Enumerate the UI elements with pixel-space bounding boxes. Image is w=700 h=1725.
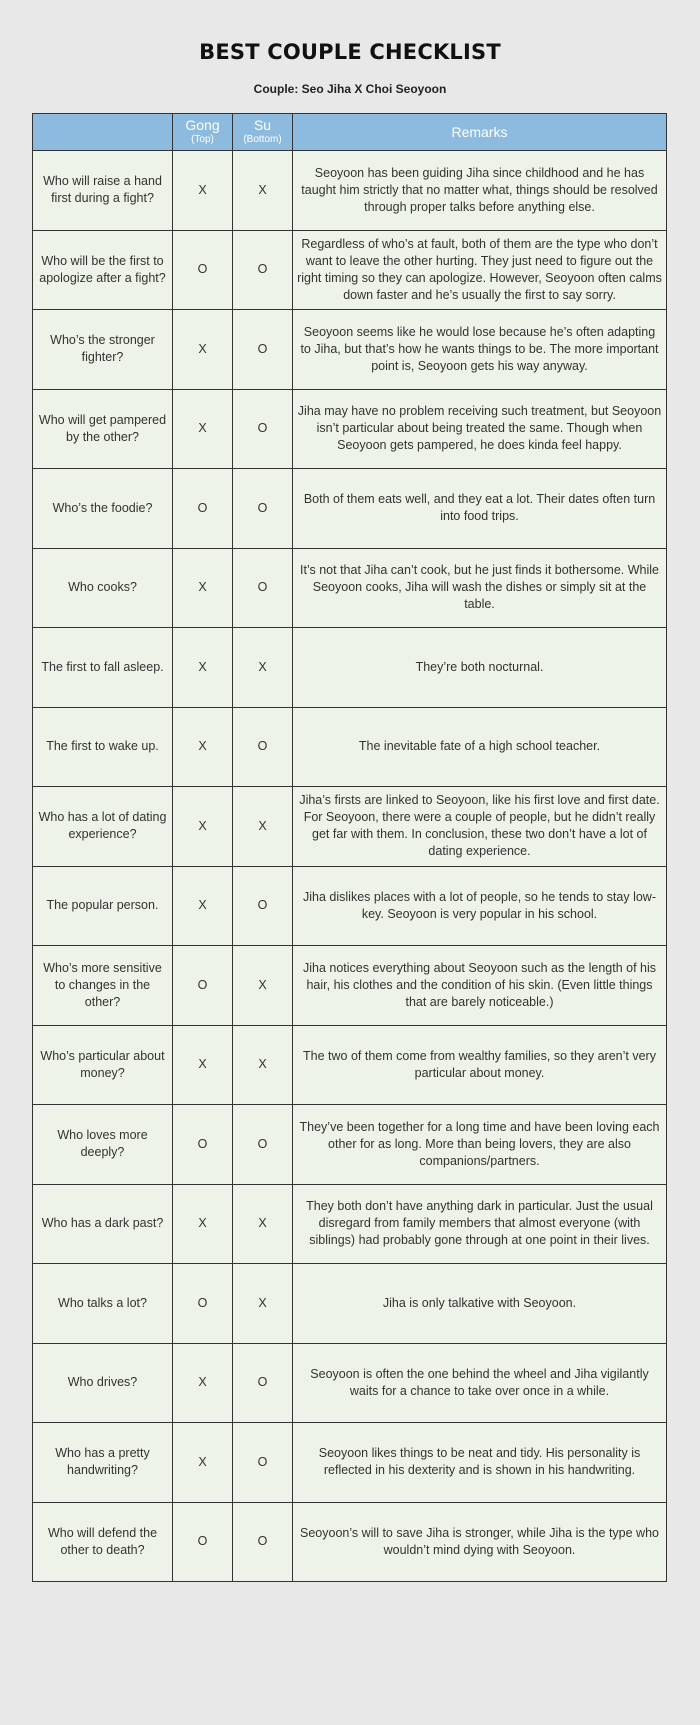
question-cell: Who will be the first to apologize after a fight? [33, 230, 173, 310]
remark-cell: They’re both nocturnal. [293, 628, 667, 708]
couple-subtitle: Couple: Seo Jiha X Choi Seoyoon [253, 82, 447, 96]
gong-mark: O [173, 1502, 233, 1582]
table-row [33, 469, 667, 549]
header-su-sub: (Bottom) [243, 134, 282, 145]
question-cell: Who has a pretty handwriting? [33, 1423, 173, 1503]
remark-cell: Jiha notices everything about Seoyoon such as the length of his hair, his clothes and the condition of his skin. (Even little things that are barely noticeable.) [293, 946, 667, 1026]
su-mark: O [233, 707, 293, 787]
gong-mark: X [173, 707, 233, 787]
question-cell: Who’s particular about money? [33, 1025, 173, 1105]
question-cell: Who will get pampered by the other? [33, 389, 173, 469]
table-row [33, 1502, 667, 1582]
question-cell: Who talks a lot? [33, 1264, 173, 1344]
table-row [33, 946, 667, 1026]
gong-mark: X [173, 866, 233, 946]
gong-mark: X [173, 1184, 233, 1264]
table-row [33, 787, 667, 867]
question-cell: Who will defend the other to death? [33, 1502, 173, 1582]
table-row [33, 1423, 667, 1503]
su-mark: O [233, 1502, 293, 1582]
remark-cell: Both of them eats well, and they eat a lot. Their dates often turn into food trips. [293, 469, 667, 549]
su-mark: X [233, 1264, 293, 1344]
question-cell: The first to fall asleep. [33, 628, 173, 708]
gong-mark: O [173, 1105, 233, 1185]
table-row [33, 389, 667, 469]
remark-cell: Seoyoon is often the one behind the wheel and Jiha vigilantly waits for a chance to take over once in a while. [293, 1343, 667, 1423]
gong-mark: O [173, 946, 233, 1026]
gong-mark: X [173, 628, 233, 708]
gong-mark: O [173, 1264, 233, 1344]
remark-cell: Jiha is only talkative with Seoyoon. [293, 1264, 667, 1344]
gong-mark: X [173, 1025, 233, 1105]
table-row [33, 1343, 667, 1423]
table-row [33, 1105, 667, 1185]
question-cell: Who’s the stronger fighter? [33, 310, 173, 390]
remark-cell: Seoyoon has been guiding Jiha since childhood and he has taught him strictly that no matter what, things should be resolved through proper talks before anything else. [293, 151, 667, 231]
su-mark: X [233, 1025, 293, 1105]
su-mark: O [233, 469, 293, 549]
su-mark: O [233, 1343, 293, 1423]
header-row [33, 114, 667, 151]
su-mark: X [233, 151, 293, 231]
remark-cell: Seoyoon seems like he would lose because he’s often adapting to Jiha, but that’s how he wants things to be. The more important point is, Seoyoon gets his way anyway. [293, 310, 667, 390]
remark-cell: It’s not that Jiha can’t cook, but he just finds it bothersome. While Seoyoon cooks, Jiha will wash the dishes or simply sit at the table. [293, 548, 667, 628]
remark-cell: They both don’t have anything dark in particular. Just the usual disregard from family members that almost everyone (with siblings) had probably gone through at one point in their lives. [293, 1184, 667, 1264]
table-row [33, 866, 667, 946]
remark-cell: The inevitable fate of a high school teacher. [293, 707, 667, 787]
table-row [33, 1184, 667, 1264]
su-mark: X [233, 946, 293, 1026]
table-body [33, 151, 667, 1582]
su-mark: O [233, 548, 293, 628]
header-remarks [293, 114, 667, 151]
remark-cell: They’ve been together for a long time and have been loving each other for as long. More than being lovers, they are also companions/partners. [293, 1105, 667, 1185]
remark-cell: Jiha’s firsts are linked to Seoyoon, like his first love and first date. For Seoyoon, there were a couple of people, but he didn’t really get far with them. In conclusion, these two don’t have a lot of dating experience. [293, 787, 667, 867]
remark-cell: Jiha may have no problem receiving such treatment, but Seoyoon isn’t particular about being treated the same. Though when Seoyoon gets pampered, he does kinda feel happy. [293, 389, 667, 469]
question-cell: Who has a lot of dating experience? [33, 787, 173, 867]
gong-mark: X [173, 389, 233, 469]
table-row [33, 151, 667, 231]
question-cell: Who will raise a hand first during a fight? [33, 151, 173, 231]
remark-cell: The two of them come from wealthy families, so they aren’t very particular about money. [293, 1025, 667, 1105]
question-cell: Who cooks? [33, 548, 173, 628]
header-gong [173, 114, 233, 151]
su-mark: X [233, 1184, 293, 1264]
question-cell: Who’s the foodie? [33, 469, 173, 549]
question-cell: Who’s more sensitive to changes in the other? [33, 946, 173, 1026]
table-row [33, 548, 667, 628]
checklist-table [32, 113, 667, 1582]
header-gong-label: Gong [185, 117, 220, 133]
header-question [33, 114, 173, 151]
su-mark: O [233, 866, 293, 946]
table-header [33, 114, 667, 151]
table-row [33, 707, 667, 787]
su-mark: O [233, 1423, 293, 1503]
su-mark: O [233, 310, 293, 390]
gong-mark: X [173, 1423, 233, 1503]
header-gong-sub: (Top) [191, 134, 214, 145]
header-remarks-label: Remarks [451, 124, 508, 140]
su-mark: X [233, 787, 293, 867]
question-cell: Who has a dark past? [33, 1184, 173, 1264]
gong-mark: O [173, 469, 233, 549]
remark-cell: Regardless of who’s at fault, both of them are the type who don’t want to leave the other hurting. They just need to figure out the right timing so they can apologize. However, Seoyoon often calms down faster and he’s usually the first to say sorry. [293, 230, 667, 310]
gong-mark: X [173, 1343, 233, 1423]
table-row [33, 230, 667, 310]
header-su [233, 114, 293, 151]
su-mark: O [233, 230, 293, 310]
gong-mark: X [173, 310, 233, 390]
table-row [33, 628, 667, 708]
question-cell: The first to wake up. [33, 707, 173, 787]
su-mark: O [233, 389, 293, 469]
table-row [33, 1264, 667, 1344]
question-cell: Who loves more deeply? [33, 1105, 173, 1185]
remark-cell: Jiha dislikes places with a lot of people, so he tends to stay low-key. Seoyoon is very popular in his school. [293, 866, 667, 946]
question-cell: The popular person. [33, 866, 173, 946]
su-mark: O [233, 1105, 293, 1185]
gong-mark: O [173, 230, 233, 310]
gong-mark: X [173, 151, 233, 231]
remark-cell: Seoyoon’s will to save Jiha is stronger, while Jiha is the type who wouldn’t mind dying with Seoyoon. [293, 1502, 667, 1582]
su-mark: X [233, 628, 293, 708]
gong-mark: X [173, 787, 233, 867]
table-row [33, 1025, 667, 1105]
table-row [33, 310, 667, 390]
gong-mark: X [173, 548, 233, 628]
question-cell: Who drives? [33, 1343, 173, 1423]
header-su-label: Su [253, 117, 272, 133]
remark-cell: Seoyoon likes things to be neat and tidy. His personality is reflected in his dexterity and is shown in his handwriting. [293, 1423, 667, 1503]
page-title: BEST COUPLE CHECKLIST [199, 40, 501, 64]
